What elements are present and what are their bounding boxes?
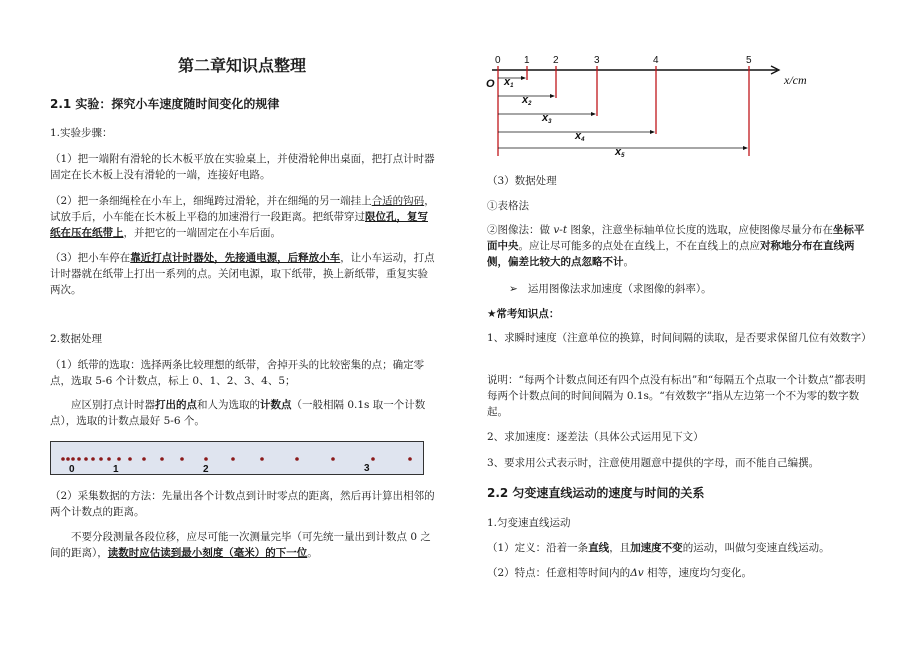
definition (487, 540, 872, 556)
note-printed-dots: 打出的点 (155, 399, 197, 411)
graph-text-a: ②图像法：做 (487, 224, 554, 236)
tape-label-1: 1 (113, 464, 119, 475)
tape-dot (91, 457, 95, 461)
feature-text-a: （2）特点：任意相等时间内的 (487, 567, 631, 579)
data-processing-3: （3）数据处理 (487, 175, 557, 187)
def-text-c: ，且 (609, 542, 631, 554)
step-2 (50, 193, 438, 241)
uniform-motion-heading: 1.匀变速直线运动 (487, 517, 571, 529)
tape-label-3: 3 (364, 463, 370, 474)
graph-vt: v-t (553, 224, 568, 236)
step-3-emphasis: 靠近打点计时器处，先接通电源，后释放小车 (130, 252, 341, 264)
step-1: （1）把一端附有滑轮的长木板平放在实验桌上，并使滑轮伸出桌面，把打点计时器固定在长木板上没有滑轮的一端，连接好电路。 (50, 153, 435, 181)
tape-dot (371, 457, 375, 461)
def-text-a: （1）定义：沿着一条 (487, 542, 589, 554)
step-2-text-e: ，并把它的一端固定在小车后面。 (123, 227, 281, 239)
point-2: 2、求加速度：逐差法（具体公式运用见下文） (487, 431, 704, 443)
tape-dot (142, 457, 146, 461)
tape-dot (117, 457, 121, 461)
note-text-a: 应区别打点计时器 (71, 399, 155, 411)
tape-dot (99, 457, 103, 461)
step-3-text-c: ，让小车运动，打点计时器就在纸带上打出一系列的点。关闭电源，取下纸带，换上新纸带，重复实验两次。 (50, 252, 435, 296)
common-points-heading (487, 306, 559, 322)
step-3 (50, 250, 438, 298)
tape-label-2: 2 (203, 464, 209, 475)
x5-arrowhead (743, 146, 748, 150)
tape-dot (260, 457, 264, 461)
graph-text-e: 。应让尽可能多的点处在直线上，不在直线上的点应 (518, 240, 760, 252)
tape-dot (295, 457, 299, 461)
tick-label-0: 0 (495, 55, 501, 66)
graph-center-emphasis: 坐标平面中央 (487, 224, 865, 252)
step-2-text-a: （2）把一条细绳栓在小车上，细绳跨过滑轮，并在细绳的另一端挂上 (50, 195, 372, 207)
feature (487, 565, 872, 581)
tape-dot (84, 457, 88, 461)
data-point-1: （1）纸带的选取：选择两条比较理想的纸带，舍掉开头的比较密集的点；确定零点，选取 5-6 个计数点，标上 0、1、2、3、4、5； (50, 359, 425, 387)
def-straight-line: 直线 (588, 542, 610, 554)
steps-heading: 1.实验步骤： (50, 127, 113, 139)
note-count-points: 计数点 (260, 399, 292, 411)
point-1: 1、求瞬时速度（注意单位的换算，时间间隔的读取，是否要求保留几位有效数字） (487, 332, 872, 344)
x5-label-main: x (615, 146, 622, 158)
tape-dot (160, 457, 164, 461)
tape-dot (71, 457, 75, 461)
displacement-diagram (487, 52, 872, 162)
paper-tape-strip (50, 441, 424, 475)
step-2-limit-hole: 限位孔，复写纸在压在纸带上 (50, 211, 428, 239)
def-constant-acceleration: 加速度不变 (630, 542, 683, 554)
common-points-label: ★常考知识点： (487, 308, 560, 320)
point-3: 3、要求用公式表示时，注意使用题意中提供的字母，而不能自己编撰。 (487, 457, 820, 469)
graph-method (487, 222, 872, 270)
x2-arrowhead (550, 94, 555, 98)
data-point-1-note (50, 397, 438, 429)
measure-text-a: 不要分段测量各段位移，应尽可能一次测量完毕（可先统一量出到计数点 0 之间的距离）， (50, 531, 431, 559)
step-2-text-c: ，试放手后，小车能在长木板上平稳的加速滑行一段距离。把纸带穿过 (50, 195, 435, 223)
graph-symmetric-emphasis: 对称地分布在直线两侧，偏差比较大的点忽略不计 (487, 240, 855, 268)
feature-text-c: 相等，速度均匀变化。 (643, 567, 753, 579)
section-2-1-heading: 2.1 实验：探究小车速度随时间变化的规律 (50, 97, 280, 111)
tape-dot (66, 457, 70, 461)
section-2-2-heading: 2.2 匀变速直线运动的速度与时间的关系 (487, 486, 705, 500)
x2-label-main: x (522, 94, 529, 106)
table-method: ①表格法 (487, 200, 529, 212)
note-text-c: 和人为选取的 (197, 399, 260, 411)
feature-delta-v: Δv (630, 567, 644, 579)
x3-arrowhead (591, 112, 596, 116)
tape-dot (204, 457, 208, 461)
tape-dot (61, 457, 65, 461)
x4-label-sub: 4 (581, 137, 585, 143)
tick-label-3: 3 (594, 55, 600, 66)
note-text-e: （一般相隔 0.1s 取一个计数点），选取的计数点最好 5-6 个。 (50, 399, 426, 427)
tape-dot (231, 457, 235, 461)
measure-emphasis: 读数时应估读到最小刻度（毫米）的下一位 (107, 547, 308, 559)
tape-label-0: 0 (69, 464, 75, 475)
step-2-hook-weight: 合适的钩码 (371, 195, 425, 207)
x1-arrowhead (521, 76, 526, 80)
data-point-2-note (50, 529, 438, 561)
paper-tape-figure (51, 442, 423, 474)
def-text-e: 的运动，叫做匀变速直线运动。 (682, 542, 830, 554)
bullet-text: 运用图像法求加速度（求图像的斜率）。 (527, 283, 712, 295)
tape-dot (107, 457, 111, 461)
data-processing-heading: 2.数据处理 (50, 333, 103, 345)
x5-label-sub: 5 (621, 153, 625, 159)
data-point-2: （2）采集数据的方法：先量出各个计数点到计时零点的距离，然后再计算出相邻的两个计数点的距离。 (50, 490, 435, 518)
x3-label-sub: 3 (548, 119, 552, 125)
x3-label-main: x (542, 112, 549, 124)
tick-label-1: 1 (524, 55, 530, 66)
tick-label-5: 5 (746, 55, 752, 66)
arrow-bullet-icon: ➢ (509, 283, 518, 295)
tick-label-2: 2 (553, 55, 559, 66)
graph-text-c: 图象，注意坐标轴单位长度的选取，应使图像尽量分布在 (567, 224, 833, 236)
x1-label-sub: 1 (510, 83, 514, 89)
tape-dot (331, 457, 335, 461)
tape-dot (77, 457, 81, 461)
x4-label-main: x (575, 130, 582, 142)
x4-arrowhead (650, 130, 655, 134)
measure-text-c: 。 (307, 547, 318, 559)
tape-dot (180, 457, 184, 461)
origin-label: O (486, 78, 495, 90)
tape-dot (408, 457, 412, 461)
x2-label-sub: 2 (528, 101, 532, 107)
bullet-slope (509, 281, 712, 297)
tick-label-4: 4 (653, 55, 659, 66)
note-explanation: 说明：“每两个计数点间还有四个点没有标出”和“每隔五个点取一个计数点”都表明每两个计数点间的时间间隔为 0.1s。“有效数字”指从左边第一个不为零的数字数起。 (487, 374, 866, 418)
page-title: 第二章知识点整理 (178, 56, 307, 75)
axis-label: x/cm (784, 73, 807, 87)
step-3-text-a: （3）把小车停在 (50, 252, 131, 264)
tape-dot (128, 457, 132, 461)
x1-label-main: x (504, 76, 511, 88)
graph-text-g: 。 (623, 256, 634, 268)
